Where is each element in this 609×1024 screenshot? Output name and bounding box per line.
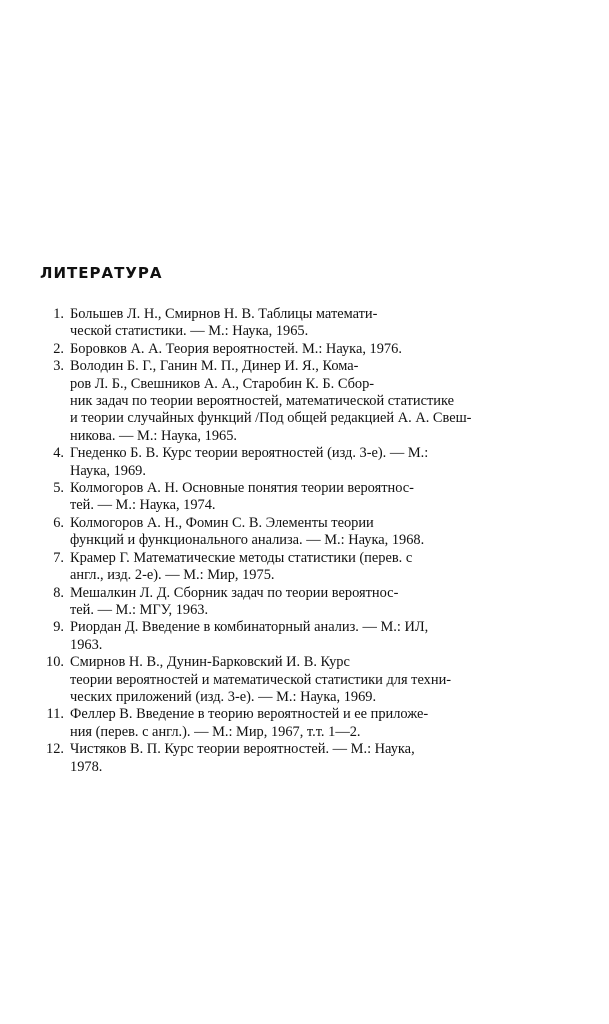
reference-item	[24, 515, 564, 550]
reference-text: Володин Б. Г., Ганин М. П., Динер И. Я., Кома- ров Л. Б., Свешников А. А., Старобин К. Б. Сбор- ник задач по теории вероятностей, математической статистике и теории случайных функций /Под общей редакцией А. А. Свеш- никова. — М.: Наука, 1965.	[70, 358, 472, 444]
reference-number: 3.	[53, 358, 64, 375]
section-heading: ЛИТЕРАТУРА	[40, 264, 163, 282]
reference-item	[24, 445, 564, 480]
reference-text: Мешалкин Л. Д. Сборник задач по теории вероятнос- тей. — М.: МГУ, 1963.	[70, 584, 399, 618]
reference-item	[24, 619, 564, 654]
reference-number: 10.	[46, 654, 64, 671]
reference-number: 1.	[53, 306, 64, 322]
reference-item	[24, 585, 564, 620]
reference-item	[24, 550, 564, 585]
reference-number: 7.	[53, 549, 64, 566]
reference-item	[24, 654, 564, 706]
reference-number: 5.	[53, 480, 64, 497]
reference-item	[24, 358, 564, 445]
reference-text: Колмогоров А. Н., Фомин С. В. Элементы теории функций и функционального анализа. — М.: Наука, 1968.	[70, 514, 425, 549]
reference-item	[24, 341, 564, 358]
reference-text: Чистяков В. П. Курс теории вероятностей. — М.: Наука, 1978.	[70, 741, 415, 775]
reference-list	[24, 306, 564, 776]
reference-text: Колмогоров А. Н. Основные понятия теории вероятнос- тей. — М.: Наука, 1974.	[70, 480, 414, 514]
reference-number: 12.	[46, 741, 64, 758]
reference-number: 2.	[53, 340, 64, 357]
reference-text: Гнеденко Б. В. Курс теории вероятностей (изд. 3-е). — М.: Наука, 1969.	[70, 445, 429, 479]
reference-text: Смирнов Н. В., Дунин-Барковский И. В. Курс теории вероятностей и математической статистики для техни- ческих приложений (изд. 3-е). — М.: Наука, 1969.	[70, 654, 452, 705]
reference-text: Феллер В. Введение в теорию вероятностей и ее приложе- ния (перев. с англ.). — М.: Мир, 1967, т.т. 1—2.	[70, 706, 429, 740]
reference-item	[24, 306, 564, 341]
reference-text: Крамер Г. Математические методы статистики (перев. с англ., изд. 2-е). — М.: Мир, 1975.	[70, 549, 413, 584]
reference-number: 6.	[53, 514, 64, 531]
reference-number: 9.	[53, 619, 64, 636]
reference-item	[24, 706, 564, 741]
reference-text: Боровков А. А. Теория вероятностей. М.: Наука, 1976.	[70, 340, 402, 357]
reference-text: Риордан Д. Введение в комбинаторный анализ. — М.: ИЛ, 1963.	[70, 619, 429, 653]
reference-number: 8.	[53, 584, 64, 601]
reference-number: 4.	[53, 445, 64, 462]
reference-item	[24, 741, 564, 776]
reference-number: 11.	[46, 706, 64, 723]
reference-text: Большев Л. Н., Смирнов Н. В. Таблицы математи- ческой статистики. — М.: Наука, 1965.	[70, 306, 378, 340]
reference-item	[24, 480, 564, 515]
